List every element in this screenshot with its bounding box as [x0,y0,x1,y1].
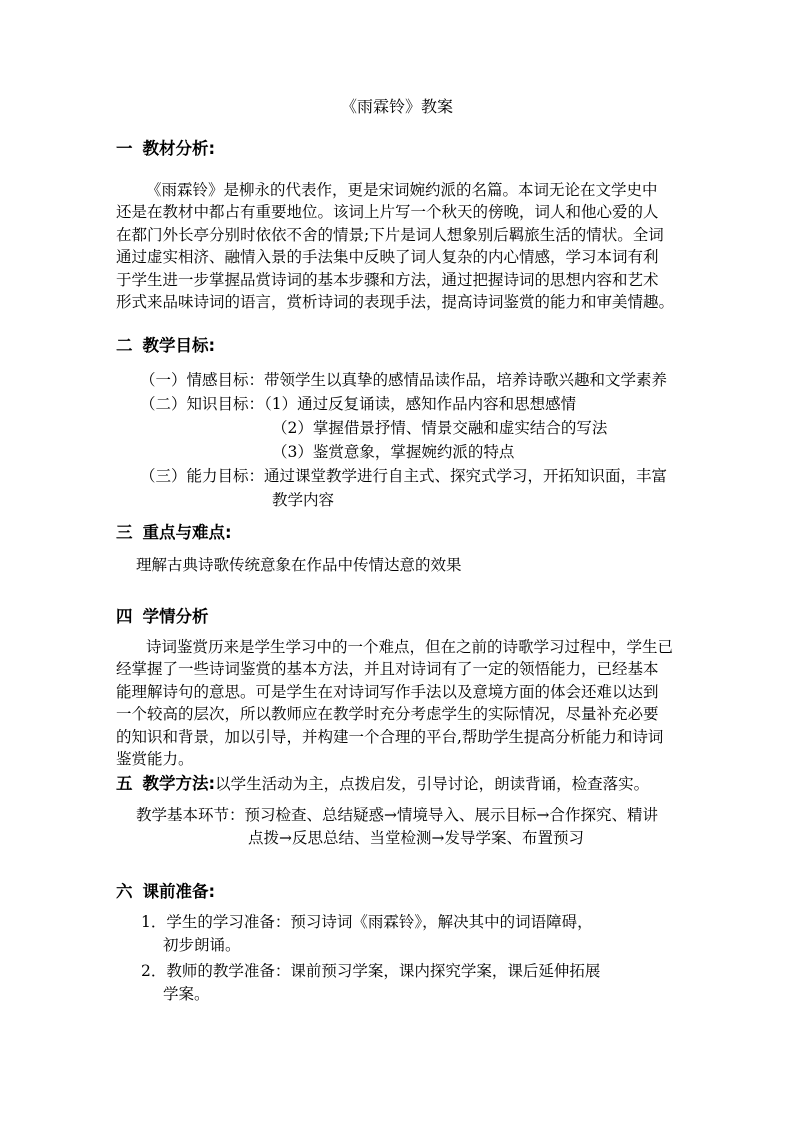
section-title: 课前准备: [142,882,216,901]
goal-ability-continued: 教学内容 [272,491,335,509]
section-2-heading [116,334,215,358]
prep-teacher-continued: 学案。 [163,985,210,1003]
paragraph-line: 鉴赏能力。 [116,749,194,768]
section-title: 教材分析: [142,139,216,158]
paragraph-line: 能理解诗句的意思。可是学生在对诗词写作手法以及意境方面的体会还难以达到 [116,682,659,701]
section-5-heading [116,772,649,796]
section-number: 三 [116,523,133,542]
section-title: 教学方法: [142,774,216,793]
paragraph-line: 的知识和背景，加以引导，并构建一个合理的平台,帮助学生提高分析能力和诗词 [116,727,664,746]
section-1-heading [116,137,215,161]
document-title: 《雨霖铃》教案 [340,97,453,116]
section-title: 重点与难点: [142,523,232,542]
section-number: 四 [116,607,133,626]
teaching-steps-line-2: 点拨→反思总结、当堂检测→发导学案、布置预习 [248,829,584,847]
prep-student: 1．学生的学习准备：预习诗词《雨霖铃》，解决其中的词语障碍， [141,913,593,931]
goal-knowledge-item-3: （3）鉴赏意象，掌握婉约派的特点 [272,443,515,461]
prep-student-continued: 初步朗诵。 [163,936,241,954]
section-title: 教学目标: [142,336,216,355]
paragraph-line: 于学生进一步掌握品赏诗词的基本步骤和方法，通过把握诗词的思想内容和艺术 [116,270,659,289]
section-4-heading [116,605,209,629]
section-title: 学情分析 [142,607,209,626]
section-number: 二 [116,336,133,355]
paragraph-line: 经掌握了一些诗词鉴赏的基本方法，并且对诗词有了一定的领悟能力，已经基本 [116,660,659,679]
section-number: 六 [116,882,133,901]
goal-emotion: （一）情感目标：带领学生以真挚的感情品读作品，培养诗歌兴趣和文学素养 [140,371,668,389]
teaching-steps-line-1: 教学基本环节：预习检查、总结疑惑→情境导入、展示目标→合作探究、精讲 [136,806,658,824]
goal-ability: （三）能力目标：通过课堂教学进行自主式、探究式学习，开拓知识面，丰富 [140,467,668,485]
paragraph-line: 形式来品味诗词的语言，赏析诗词的表现手法，提高诗词鉴赏的能力和审美情趣。 [116,292,675,311]
teaching-method-text: 以学生活动为主，点拨启发，引导讨论，朗读背诵，检查落实。 [215,775,650,793]
paragraph-line: 在都门外长亭分别时依依不舍的情景;下片是词人想象别后羁旅生活的情状。全词 [116,225,664,244]
key-point-text: 理解古典诗歌传统意象在作品中传情达意的效果 [136,556,462,574]
paragraph-line: 《雨霖铃》是柳永的代表作，更是宋词婉约派的名篇。本词无论在文学史中 [146,181,658,199]
prep-teacher: 2．教师的教学准备：课前预习学案，课内探究学案，课后延伸拓展 [141,962,601,980]
paragraph-line: 还是在教材中都占有重要地位。该词上片写一个秋天的傍晚，词人和他心爱的人 [116,203,659,222]
paragraph-line: 诗词鉴赏历来是学生学习中的一个难点，但在之前的诗歌学习过程中，学生已 [146,638,674,656]
goal-knowledge-item-2: （2）掌握借景抒情、情景交融和虚实结合的写法 [272,419,608,437]
paragraph-line: 通过虚实相济、融情入景的手法集中反映了词人复杂的内心情感，学习本词有利 [116,248,659,267]
section-6-heading [116,880,215,904]
section-number: 五 [116,774,133,793]
section-1-paragraph [116,179,686,313]
section-3-heading [116,521,232,545]
goal-knowledge: （二）知识目标：（1）通过反复诵读，感知作品内容和思想感情 [140,395,577,413]
section-number: 一 [116,139,133,158]
paragraph-line: 一个较高的层次，所以教师应在教学时充分考虑学生的实际情况，尽量补充必要 [116,705,659,724]
section-4-paragraph [116,636,686,770]
